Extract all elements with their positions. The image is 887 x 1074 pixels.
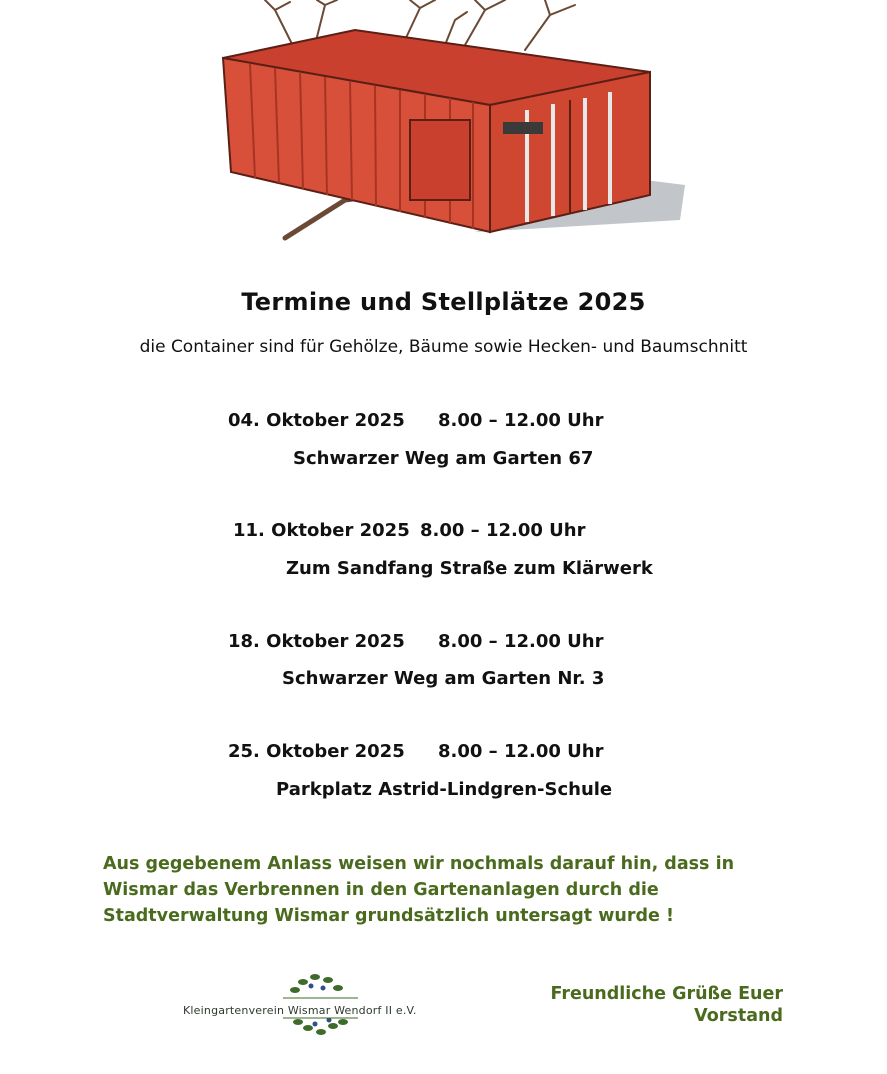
event-place: Schwarzer Weg am Garten Nr. 3 — [282, 668, 605, 689]
event-time: 8.00 – 12.00 Uhr — [438, 631, 604, 652]
club-logo — [183, 968, 455, 1048]
door-label-plate — [503, 122, 543, 134]
event-time: 8.00 – 12.00 Uhr — [438, 410, 604, 431]
page-subtitle: die Container sind für Gehölze, Bäume sowie Hecken- und Baumschnitt — [139, 337, 748, 357]
event-time: 8.00 – 12.00 Uhr — [420, 520, 586, 541]
notice-text: Aus gegebenem Anlass weisen wir nochmals darauf hin, dass in Wismar das Verbrennen in den Gartenanlagen durch die Stadtverwaltung Wismar grundsätzlich untersagt wurde ! — [103, 854, 735, 926]
event-date: 25. Oktober 2025 — [228, 741, 405, 762]
container-illustration — [205, 0, 695, 262]
greeting-line: Freundliche Grüße Euer — [550, 984, 783, 1004]
event-date: 04. Oktober 2025 — [228, 410, 405, 431]
page-title: Termine und Stellplätze 2025 — [241, 288, 646, 316]
event-place: Parkplatz Astrid-Lindgren-Schule — [276, 779, 613, 800]
greeting-block — [551, 983, 783, 1027]
event-place: Schwarzer Weg am Garten 67 — [293, 448, 594, 469]
event-time: 8.00 – 12.00 Uhr — [438, 741, 604, 762]
event-place: Zum Sandfang Straße zum Klärwerk — [286, 558, 653, 579]
logo-text: Kleingartenverein Wismar Wendorf II e.V. — [183, 1004, 417, 1017]
side-panel — [410, 120, 470, 200]
event-date: 18. Oktober 2025 — [228, 631, 405, 652]
greeting-signature: Vorstand — [694, 1006, 783, 1026]
event-date: 11. Oktober 2025 — [233, 520, 410, 541]
